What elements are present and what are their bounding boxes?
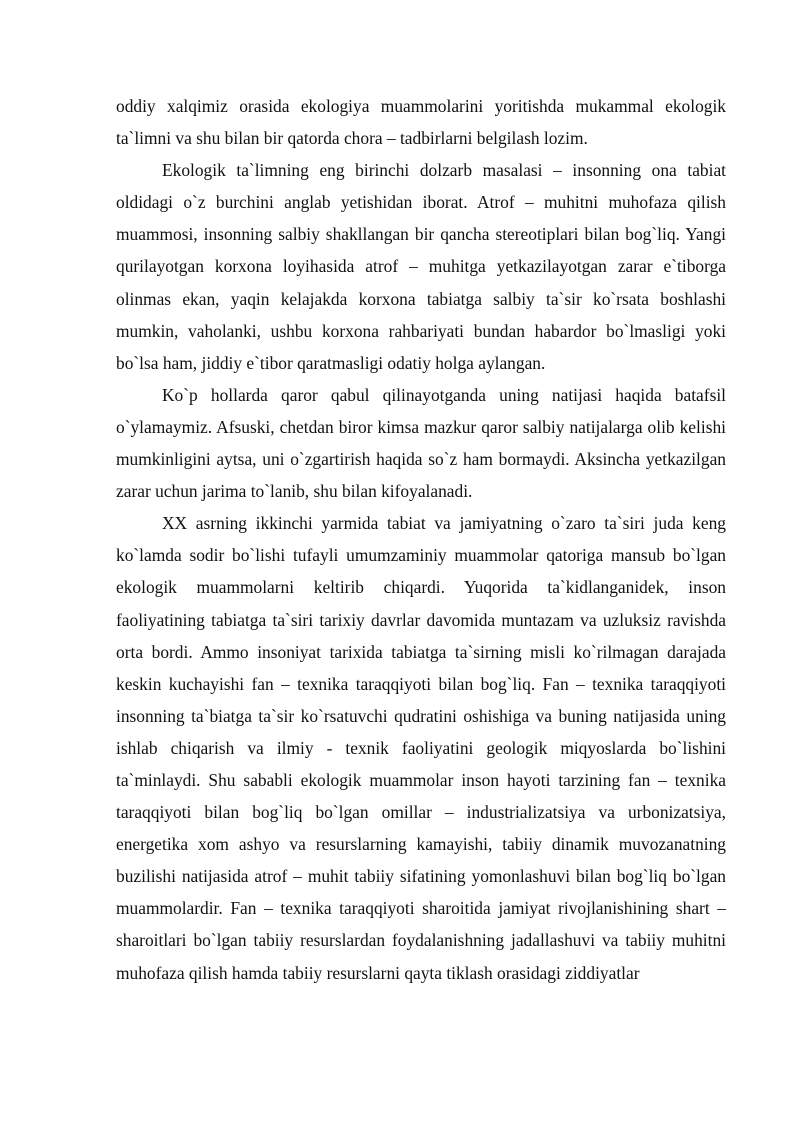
paragraph-decisions: Ko`p hollarda qaror qabul qilinayotganda uning natijasi haqida batafsil o`ylamaymiz. Afsuski, chetdan biror kimsa mazkur qaror salbiy natijalarga olib kelishi mumkinligini aytsa, uni o`zgartirish haqida so`z ham bormaydi. Aksincha yetkazilgan zarar uchun jarima to`lanib, shu bilan kifoyalanadi.	[116, 384, 726, 502]
paragraph-twentieth-century: XX asrning ikkinchi yarmida tabiat va jamiyatning o`zaro ta`siri juda keng ko`lamda sodir bo`lishi tufayli umumzaminiy muammolar qatoriga mansub bo`lgan ekologik muammolarni keltirib chiqardi. Yuqorida ta`kidlanganidek, inson faoliyatining tabiatga ta`siri tarixiy davrlar davomida muntazam va uzluksiz ravishda orta bordi. Ammo insoniyat tarixida tabiatga ta`sirning misli ko`rilmagan darajada keskin kuchayishi fan – texnika taraqqiyoti bilan bog`liq. Fan – texnika taraqqiyoti insonning ta`biatga ta`sir ko`rsatuvchi qudratini oshishiga va buning natijasida uning ishlab chiqarish va ilmiy - texnik faoliyatini geologik miqyoslarda bo`lishini ta`minlaydi. Shu sababli ekologik muammolar inson hayoti tarzining fan – texnika taraqqiyoti bilan bog`liq bo`lgan omillar – industrializatsiya va urbonizatsiya, energetika xom ashyo va resurslarning kamayishi, tabiiy dinamik muvozanatning buzilishi natijasida atrof – muhit tabiiy sifatining yomonlashuvi bilan bog`liq bo`lgan muammolardir. Fan – texnika taraqqiyoti sharoitida jamiyat rivojlanishining shart – sharoitlari bo`lgan tabiiy resurslardan foydalanishning jadallashuvi va tabiiy muhitni muhofaza qilish hamda tabiiy resurslarni qayta tiklash orasidagi ziddiyatlar	[116, 513, 726, 983]
paragraph-ecological-education: Ekologik ta`limning eng birinchi dolzarb masalasi – insonning ona tabiat oldidagi o`z burchini anglab yetishidan iborat. Atrof – muhitni muhofaza qilish muammosi, insonning salbiy shakllangan bir qancha stereotiplari bilan bog`liq. Yangi qurilayotgan korxona loyihasida atrof – muhitga yetkazilayotgan zarar e`tiborga olinmas ekan, yaqin kelajakda korxona tabiatga salbiy ta`sir ko`rsata boshlashi mumkin, vaholanki, ushbu korxona rahbariyati bundan habardor bo`lmasligi yoki bo`lsa ham, jiddiy e`tibor qaratmasligi odatiy holga aylangan.	[116, 160, 726, 373]
body-text	[116, 90, 726, 989]
paragraph-continuation: oddiy xalqimiz orasida ekologiya muammolarini yoritishda mukammal ekologik ta`limni va shu bilan bir qatorda chora – tadbirlarni belgilash lozim.	[116, 96, 726, 149]
